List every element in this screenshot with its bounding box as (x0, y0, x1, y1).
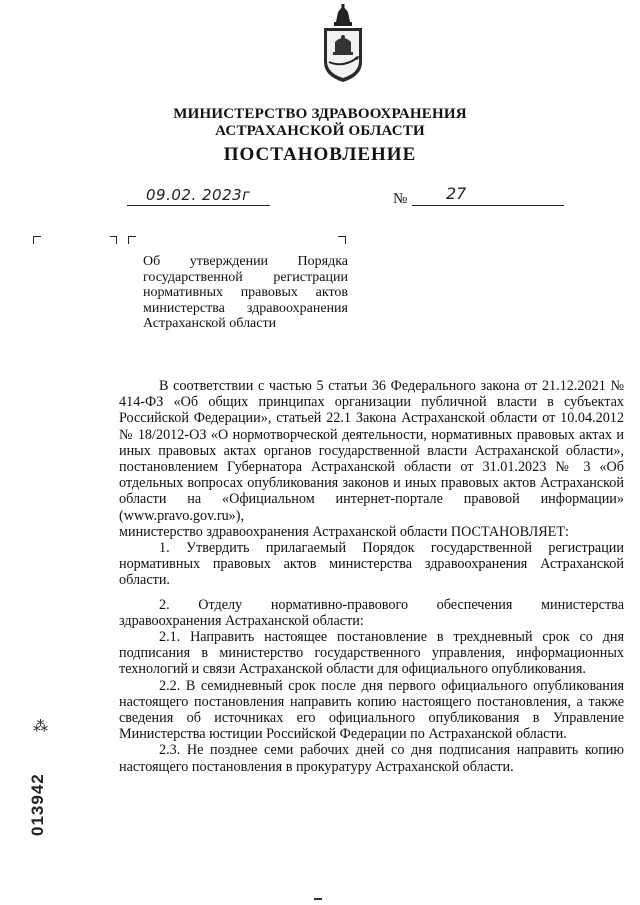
item-2-paragraph: 2. Отделу нормативно-правового обеспечения министерства здравоохранения Астраханской области: (119, 596, 624, 629)
number-underline (412, 186, 564, 206)
document-date: 09.02. 2023г (146, 186, 251, 204)
document-body (119, 378, 624, 775)
number-label: № (393, 191, 408, 207)
item-2-1-paragraph: 2.1. Направить настоящее постановление в трехдневный срок со дня подписания в министерство государственного управления, информационных технологий и связи Астраханской области для официального опубликования. (119, 629, 624, 678)
ministry-name-line1: МИНИСТЕРСТВО ЗДРАВООХРАНЕНИЯ (173, 106, 467, 122)
ministry-name-line2: АСТРАХАНСКОЙ ОБЛАСТИ (215, 123, 425, 139)
corner-bracket (338, 236, 346, 244)
document-subject: Об утверждении Порядка государственной регистрации нормативных правовых актов министерства здравоохранения Астраханской области (143, 254, 348, 331)
corner-bracket (33, 236, 41, 244)
document-number: 27 (446, 184, 467, 203)
stamp-star-icon: ⁂ (33, 719, 48, 735)
page-mark (314, 898, 322, 900)
item-2-2-paragraph: 2.2. В семидневный срок после дня первого официального опубликования настоящего постановления направить копию настоящего постановления, а также сведения об источниках его официального опубликования в Управление Министерства юстиции Российской Федерации по Астраханской области. (119, 677, 624, 743)
preamble-paragraph: В соответствии с частью 5 статьи 36 Федерального закона от 21.12.2021 № 414-ФЗ «Об общих принципах организации публичной власти в субъектах Российской Федерации», статьей 22.1 Закона Астраханской области от 10.04.2012 № 18/2012-ОЗ «О нормотворческой деятельности, нормативных правовых актах и иных правовых актах органов государственной власти Астраханской области», постановлением Губернатора Астраханской области от 31.01.2023 № 3 «Об отдельных вопросах опубликования законов и иных правовых актов Астраханской области на «Официальном интернет-портале правовой информации» (www.pravo.gov.ru»), (119, 378, 624, 524)
corner-bracket (128, 236, 136, 244)
document-type-title: ПОСТАНОВЛЕНИЕ (223, 144, 417, 165)
margin-stamp-code: 013942 (28, 773, 47, 836)
item-1-paragraph: 1. Утвердить прилагаемый Порядок государственной регистрации нормативных правовых актов министерства здравоохранения Астраханской области. (119, 540, 624, 589)
coat-of-arms-icon (318, 4, 368, 84)
resolution-line: министерство здравоохранения Астраханской области ПОСТАНОВЛЯЕТ: (119, 523, 569, 540)
corner-bracket (110, 236, 117, 244)
item-2-3-paragraph: 2.3. Не позднее семи рабочих дней со дня подписания направить копию настоящего постановления в прокуратуру Астраханской области. (119, 742, 624, 775)
ministry-name (0, 106, 640, 140)
